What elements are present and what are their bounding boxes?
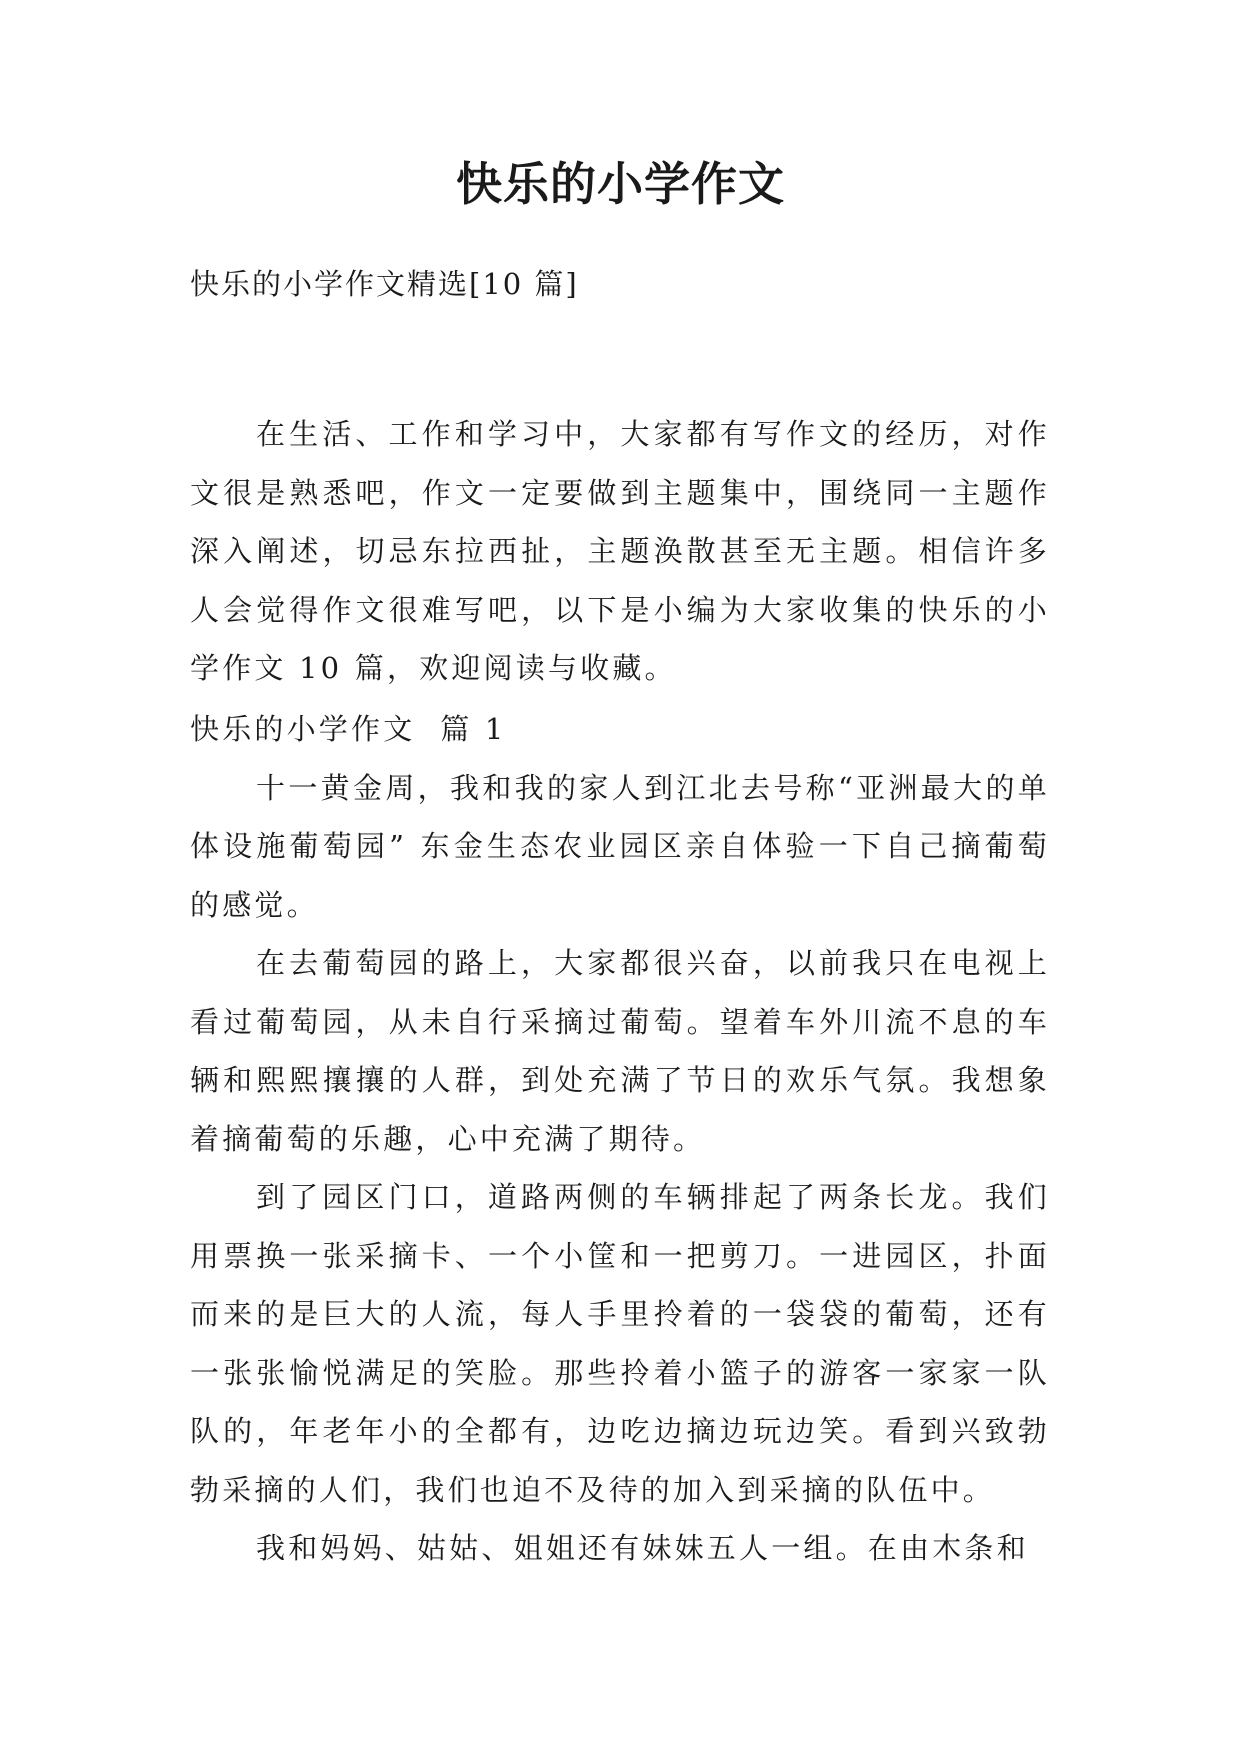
section-1 [190, 700, 1050, 1578]
section-1-paragraph: 我和妈妈、姑姑、姐姐还有妹妹五人一组。在由木条和 [256, 1531, 1029, 1565]
section-1-paragraph: 到了园区门口，道路两侧的车辆排起了两条长龙。我们用票换一张采摘卡、一个小筐和一把剪刀。一进园区，扑面而来的是巨大的人流，每人手里拎着的一袋袋的葡萄，还有一张张愉悦满足的笑脸。那些拎着小篮子的游客一家家一队队的，年老年小的全都有，边吃边摘边玩边笑。看到兴致勃勃采摘的人们，我们也迫不及待的加入到采摘的队伍中。 [190, 1180, 1050, 1507]
intro-block [190, 405, 1050, 698]
section-1-paragraph: 在去葡萄园的路上，大家都很兴奋，以前我只在电视上看过葡萄园，从未自行采摘过葡萄。望着车外川流不息的车辆和熙熙攘攘的人群，到处充满了节日的欢乐气氛。我想象着摘葡萄的乐趣，心中充满了期待。 [190, 946, 1050, 1156]
section-1-paragraph: 十一黄金周，我和我的家人到江北去号称“亚洲最大的单体设施葡萄园” 东金生态农业园区亲自体验一下自己摘葡萄的感觉。 [190, 770, 1050, 922]
document-title: 快乐的小学作文 [456, 157, 785, 211]
intro-paragraph: 在生活、工作和学习中，大家都有写作文的经历，对作文很是熟悉吧，作文一定要做到主题集中，围绕同一主题作深入阐述，切忌东拉西扯，主题涣散甚至无主题。相信许多人会觉得作文很难写吧，以下是小编为大家收集的快乐的小学作文 10 篇，欢迎阅读与收藏。 [190, 417, 1050, 685]
section-1-heading: 快乐的小学作文 篇 1 [190, 712, 507, 746]
document-subtitle: 快乐的小学作文精选[10 篇] [190, 267, 579, 301]
